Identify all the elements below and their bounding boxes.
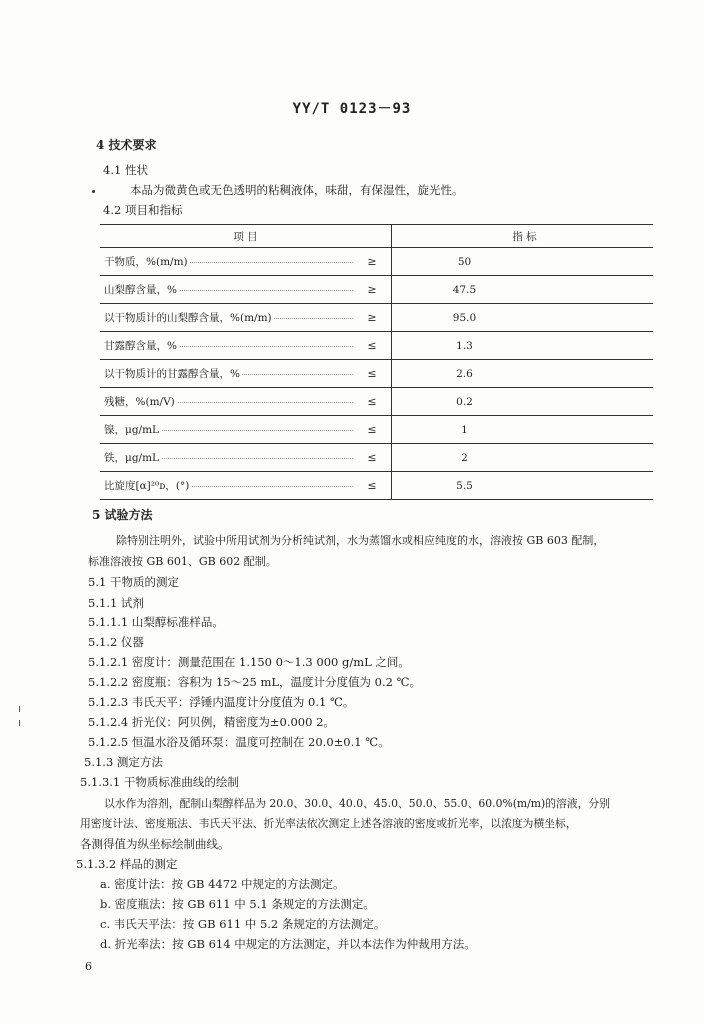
section-5-1-2-title: 5.1.2 仪器 [88,635,144,649]
value-cell: 1 [392,416,654,444]
value-cell: 0.2 [392,388,654,416]
method-paragraph-line1: 以水作为溶剂，配制山梨醇样品为 20.0、30.0、40.0、45.0、50.0、55.0、60.0%(m/m)的溶液，分别 [104,797,611,810]
value-cell: 95.0 [392,304,654,332]
item-label: 山梨醇含量，% [104,284,177,296]
section-5-1-2-4: 5.1.2.4 折光仪：阿贝例，精密度为±0.000 2。 [88,715,335,729]
table-row [100,332,653,360]
item-label: 残糖，%(m/V) [104,396,175,408]
spec-table [100,224,653,500]
section-5-1-title: 5.1 干物质的测定 [88,575,179,589]
value-cell: 2.6 [392,360,654,388]
item-label: 镍，μg/mL [104,424,160,436]
item-cell [100,416,353,444]
operator-cell: ≥ [353,276,392,304]
item-cell [100,248,353,276]
scan-mark [19,706,20,712]
header-value: 指 标 [392,225,654,248]
operator-cell: ≥ [353,304,392,332]
section-5-1-3-2: 5.1.3.2 样品的测定 [76,857,178,871]
item-cell [100,444,353,472]
section-5-title: 5 试验方法 [92,508,153,522]
header-item: 项 目 [100,225,392,248]
list-item-c: c. 韦氏天平法：按 GB 611 中 5.2 条规定的方法测定。 [100,917,386,931]
value-cell: 2 [392,444,654,472]
operator-cell: ≤ [353,416,392,444]
item-label: 甘露醇含量，% [104,340,177,352]
section-5-1-1-title: 5.1.1 试剂 [88,596,144,610]
section-5-intro-line2: 标准溶液按 GB 601、GB 602 配制。 [88,555,277,568]
list-item-d: d. 折光率法：按 GB 614 中规定的方法测定，并以本法作为仲裁用方法。 [100,937,476,951]
item-label: 以干物质计的山梨醇含量，%(m/m) [104,312,272,324]
item-cell [100,472,353,500]
section-5-1-2-1: 5.1.2.1 密度计：测量范围在 1.150 0～1.3 000 g/mL 之间。 [88,655,410,669]
item-label: 铁，μg/mL [104,452,160,464]
table-row [100,444,653,472]
list-item-b: b. 密度瓶法：按 GB 611 中 5.1 条规定的方法测定。 [100,897,375,911]
operator-cell: ≤ [353,472,392,500]
value-cell: 47.5 [392,276,654,304]
value-cell: 50 [392,248,654,276]
table-header-row [100,225,653,248]
scan-mark [92,190,95,193]
section-5-1-3-title: 5.1.3 测定方法 [84,755,163,769]
table-row [100,304,653,332]
table-row [100,276,653,304]
section-4-2-title: 4.2 项目和指标 [103,203,183,217]
scan-mark [19,720,20,726]
operator-cell: ≤ [353,444,392,472]
method-paragraph-line3: 各测得值为纵坐标绘制曲线。 [80,837,230,851]
table-row [100,248,653,276]
item-cell [100,360,353,388]
operator-cell: ≥ [353,248,392,276]
operator-cell: ≤ [353,388,392,416]
table-row [100,472,653,500]
item-cell [100,332,353,360]
standard-header: YY/T 0123－93 [292,101,412,117]
list-item-a: a. 密度计法：按 GB 4472 中规定的方法测定。 [100,877,345,891]
operator-cell: ≤ [353,332,392,360]
section-5-1-3-1: 5.1.3.1 干物质标准曲线的绘制 [80,775,239,789]
operator-cell: ≤ [353,360,392,388]
method-paragraph-line2: 用密度计法、密度瓶法、韦氏天平法、折光率法依次测定上述各溶液的密度或折光率，以浓度为横坐标， [80,817,577,830]
item-label: 比旋度[α]²⁰ᴅ，(°) [104,480,190,492]
item-label: 以干物质计的甘露醇含量，% [104,368,240,380]
section-5-1-2-2: 5.1.2.2 密度瓶：容积为 15～25 mL，温度计分度值为 0.2 ℃。 [88,675,421,689]
value-cell: 5.5 [392,472,654,500]
table-row [100,416,653,444]
section-4-title: 4 技术要求 [96,138,157,152]
item-cell [100,276,353,304]
section-4-1-title: 4.1 性状 [103,163,148,177]
section-5-1-2-5: 5.1.2.5 恒温水浴及循环泵：温度可控制在 20.0±0.1 ℃。 [88,735,390,749]
item-cell [100,304,353,332]
value-cell: 1.3 [392,332,654,360]
section-5-intro-line1: 除特别注明外，试验中所用试剂为分析纯试剂，水为蒸馏水或相应纯度的水，溶液按 GB 603 配制， [116,534,605,547]
section-5-1-2-3: 5.1.2.3 韦氏天平：浮锤内温度计分度值为 0.1 ℃。 [88,695,355,709]
item-label: 干物质，%(m/m) [104,256,188,268]
section-5-1-1-1: 5.1.1.1 山梨醇标准样品。 [88,615,224,629]
table-row [100,388,653,416]
item-cell [100,388,353,416]
section-4-1-text: 本品为微黄色或无色透明的粘稠液体，味甜，有保湿性，旋光性。 [130,183,464,197]
page-number: 6 [85,960,92,973]
table-row [100,360,653,388]
